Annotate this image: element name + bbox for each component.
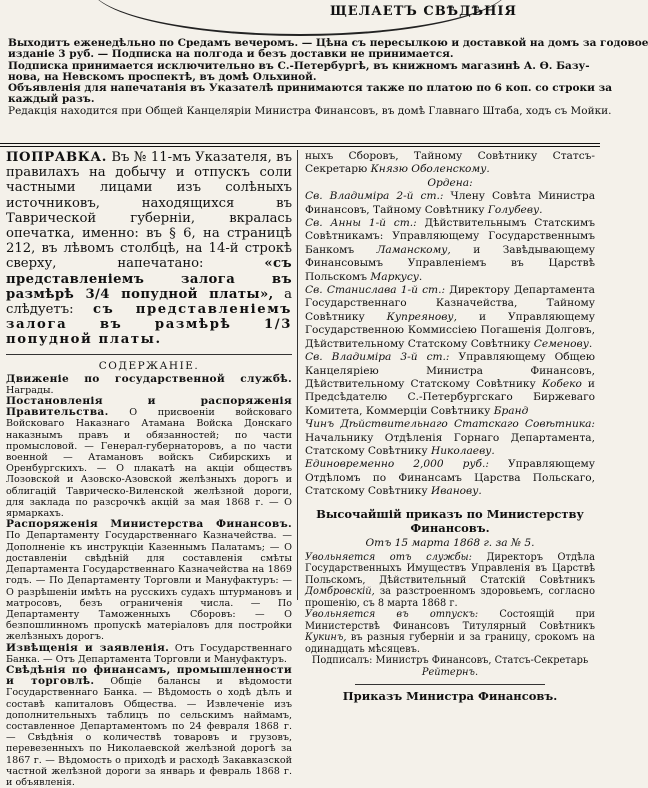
award-entry: Единовременно 2,000 руб.: Управляющему Отдѣломъ по Финансамъ Царства Польскаго, Статскому Совѣтнику Иванову. [305, 458, 595, 498]
award-entry: Чинъ Дѣйствительнаго Статскаго Совѣтника: Начальнику Отдѣленія Горнаго Департамента, Статскому Совѣтнику Николаеву. [305, 418, 595, 457]
notice-line: Выходитъ еженедѣльно по Средамъ вечеромъ. — Цѣна съ пересылкою и доставкой на домъ за годовое [8, 37, 648, 49]
decree-entry: Увольняется отъ службы: Директоръ Отдѣла Государственныхъ Имуществъ Управленія въ Царствѣ Польскомъ, Дѣйствительный Статскій Совѣтникъ Домбровскій, за разстроенномъ здоровьемъ, согласно прошенію, съ 8 марта 1868 г. [305, 551, 595, 609]
notice-line: Подписка принимается исключительно въ С.-Петербургѣ, въ книжномъ магазинѣ А. Ѳ. Базу- [8, 59, 590, 72]
section-rule [6, 354, 292, 355]
award-entry: Св. Анны 1-й ст.: Дѣйствительнымъ Статскимъ Совѣтникамъ: Управляющему Государственнымъ Банкомъ Ламанскому, и Завѣдывающему Финансовымъ Управленіемъ въ Царствѣ Польскомъ Маркусу. [305, 217, 596, 283]
decree-date: Отъ 15 марта 1868 г. за № 5. [365, 536, 535, 549]
awards-continuation: ныхъ Сборовъ, Тайному Совѣтнику Статсъ-Секретарю Князю Оболенскому. [305, 150, 595, 176]
title-fragment: ЩЕЛАЕТЪ СВѢДѢНІЯ [330, 4, 517, 19]
decree-title: Высочайшій приказъ по Министерству Финансовъ. [316, 506, 584, 535]
masthead-arch [0, 0, 600, 40]
correction-notice: ПОПРАВКА. Въ № 11-мъ Указателя, въ правилахъ на добычу и отпускъ соли частными лицами изъ солѣныхъ источниковъ, находящихся въ Таврической губерніи, вкралась опечатка, именно: въ § 6, на страницѣ 212, въ лѣвомъ столбцѣ, на 14-й строкѣ сверху, напечатано: «съ представленіемъ залога въ размѣрѣ 3/4 попудной платы», а слѣдуетъ: съ представленіемъ залога въ размѣрѣ 1/3 попудной платы. [6, 150, 292, 348]
correction-lead: ПОПРАВКА. [6, 150, 107, 165]
right-column [305, 150, 596, 704]
header-rule [0, 143, 600, 144]
award-entry: Св. Владиміра 2-й ст.: Члену Совѣта Министра Финансовъ, Тайному Совѣтнику Голубеву. [305, 190, 596, 216]
decree2-title: Приказъ Министра Финансовъ. [342, 689, 558, 704]
notice-line: каждый разъ. [8, 93, 95, 106]
decree-entry: Увольняется въ отпускъ: Состоящій при Министерствѣ Финансовъ Титулярный Совѣтникъ Кукинъ, въ разныя губерніи и за границу, срокомъ на одинадцать мѣсяцевъ. [305, 609, 595, 655]
publication-notice [8, 37, 648, 117]
left-column [6, 150, 292, 788]
award-entry: Св. Станислава 1-й ст.: Директору Департамента Государственнаго Казначейства, Тайному Совѣтнику Купреянову, и Управляющему Государственною Коммиссіею Погашенія Долговъ, Дѣйствительному Статскому Совѣтнику Семенову. [305, 284, 595, 350]
header-rule [0, 146, 600, 147]
decree-signature: Подписалъ: Министръ Финансовъ, Статсъ-Секретарь Рейтернъ. [311, 655, 589, 678]
notice-line: Редакція находится при Общей Канцеляріи Министра Финансовъ, въ домѣ Главнаго Штаба, ходъ съ Мойки. [8, 104, 612, 117]
notice-line: изданіе 3 руб. — Подписка на полгода и безъ доставки не принимается. [8, 48, 454, 61]
notice-line: Объявленія для напечатанія въ Указателѣ принимаются также по платою по 6 коп. со строки за [8, 82, 613, 95]
section-rule [355, 684, 545, 685]
contents-list: Движеніе по государственной службѣ. Награды. Постановленія и распоряженія Правительства. О присвоеніи войсковаго Войсковаго Наказнаго Атамана Войска Донскаго наказнымъ правъ и обязанностей; по части промысловой. — Генерал-губернаторовъ, а по части военной — Атамановъ войскъ Сибирскихъ и Оренбургскихъ. — О плакатѣ на акціи обществъ Лозовской и Азовско-Азовской желѣзныхъ дорогъ и облигацій Таврическо-Виленской желѣзной дороги, для заклада по разсрочкѣ акцій за мая 1868 г. — О ярмаркахъ. Распоряженія Министерства Финансовъ. По Департаменту Государственнаго Казначейства. — Дополненіе къ инструкціи Казеннымъ Палатамъ; — О доставленіи свѣдѣній для составленія смѣты Департамента Государственнаго Казначейства на 1869 годъ. — По Департаменту Торговли и Мануфактуръ: — О разрѣшеніи имѣть на русскихъ судахъ штурмановъ и матросовъ, безъ ограниченія числа. — По Департаменту Таможенныхъ Сборовъ: — О безпошлинномъ пропускѣ матеріаловъ для постройки желѣзныхъ дорогъ. Извѣщенія и заявленія. Отъ Государственнаго Банка. — Отъ Департамента Торговли и Мануфактуръ. Свѣдѣнія по финансамъ, промышленности и торговлѣ. Общіе балансы и вѣдомости Государственнаго Банка. — Вѣдомость о ходѣ дѣлъ и составѣ капиталовъ Общества. — Извлеченіе изъ дополнительныхъ таблицъ по сельскимъ наймамъ, составленное Департаментомъ по 24 февраля 1868 г. — Свѣдѣнія о количествѣ товаровъ и грузовъ, перевезенныхъ по Николаевской желѣзной дорогѣ за 1867 г. — Вѣдомость о приходѣ и расходѣ Закавказской частной желѣзной дороги за январь и февраль 1868 г. и объявленія. [6, 372, 292, 788]
column-divider [297, 150, 298, 600]
orders-heading: Ордена: [427, 176, 473, 189]
award-entry: Св. Владиміра 3-й ст.: Управляющему Общею Канцеляріею Министра Финансовъ, Дѣйствительному Статскому Совѣтнику Кобеко и Предсѣдателю С.-Петербургскаго Биржеваго Комитета, Коммерціи Совѣтнику Бранд [305, 351, 596, 417]
notice-line: нова, на Невскомъ проспектѣ, въ домѣ Ольхиной. [8, 70, 317, 83]
contents-title: СОДЕРЖАНІЕ. [98, 359, 200, 372]
